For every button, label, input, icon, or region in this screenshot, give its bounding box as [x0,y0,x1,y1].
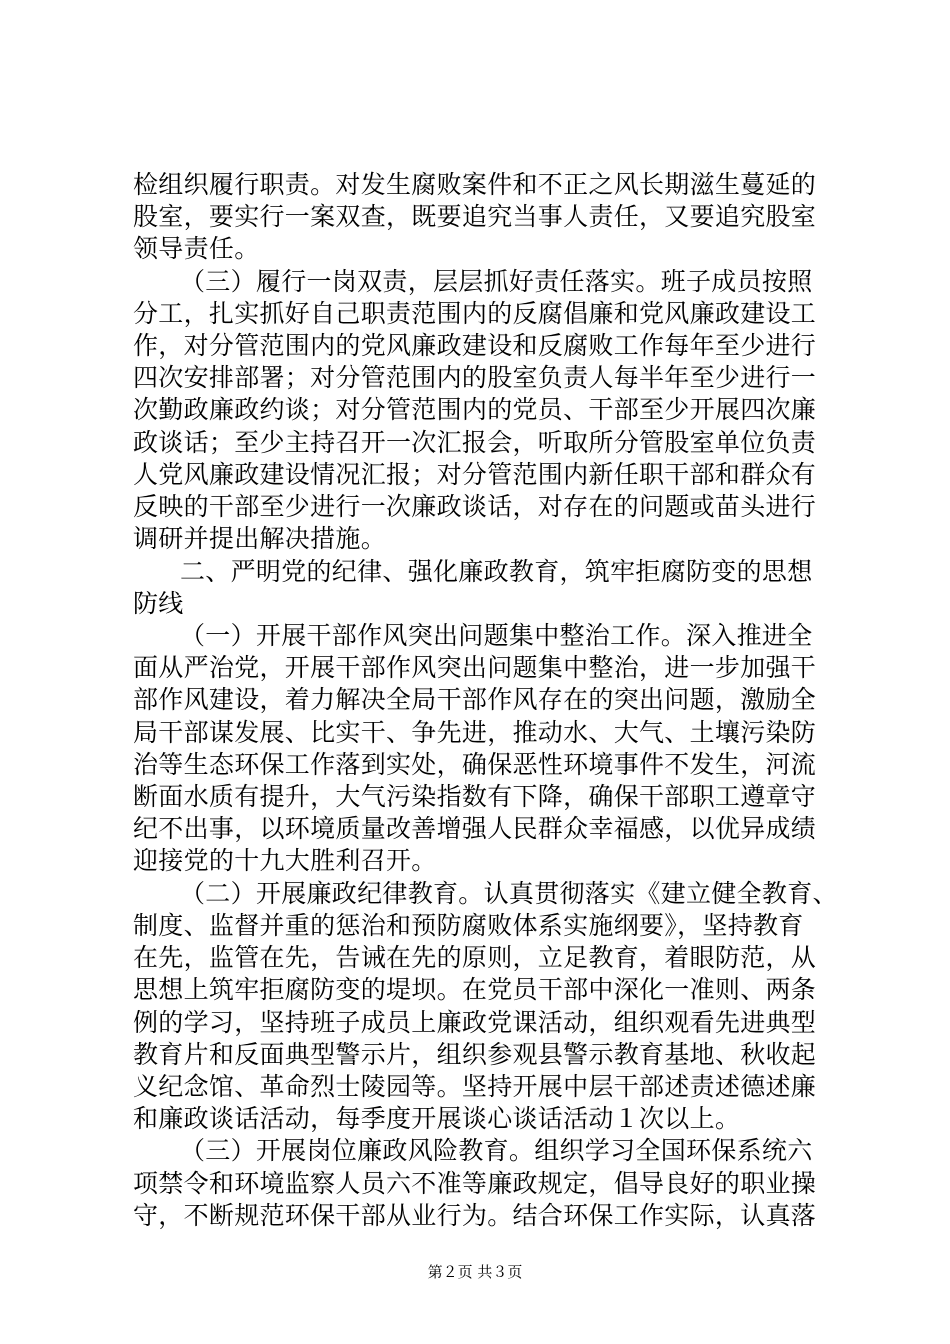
text-line-11: 反映的干部至少进行一次廉政谈话，对存在的问题或苗头进行 [133,492,817,521]
text-line-27: 例的学习，坚持班子成员上廉政党课活动，组织观看先进典型 [133,1008,817,1037]
text-line-26: 思想上筑牢拒腐防变的堤坝。在党员干部中深化一准则、两条 [133,975,817,1004]
text-line-31: （三）开展岗位廉政风险教育。组织学习全国环保系统六 [180,1136,813,1165]
section-heading-2: 二、严明党的纪律、强化廉政教育，筑牢拒腐防变的思想 [180,557,813,586]
text-line-33: 守，不断规范环保干部从业行为。结合环保工作实际，认真落 [133,1201,817,1230]
section-heading-2-cont: 防线 [133,589,184,618]
text-line-18: 局干部谋发展、比实干、争先进，推动水、大气、土壤污染防 [133,718,817,747]
text-line-4: （三）履行一岗双责，层层抓好责任落实。班子成员按照 [180,267,813,296]
text-line-9: 政谈话；至少主持召开一次汇报会，听取所分管股室单位负责 [133,428,817,457]
text-line-8: 次勤政廉政约谈；对分管范围内的党员、干部至少开展四次廉 [133,395,817,424]
text-line-21: 纪不出事，以环境质量改善增强人民群众幸福感，以优异成绩 [133,814,817,843]
text-line-32: 项禁令和环境监察人员六不准等廉政规定，倡导良好的职业操 [133,1169,817,1198]
text-line-1: 检组织履行职责。对发生腐败案件和不正之风长期滋生蔓延的 [133,170,817,199]
text-line-19: 治等生态环保工作落到实处，确保恶性环境事件不发生，河流 [133,750,817,779]
text-line-25: 在先，监管在先，告诫在先的原则，立足教育，着眼防范，从 [133,943,817,972]
text-line-30: 和廉政谈话活动，每季度开展谈心谈话活动１次以上。 [133,1104,741,1133]
text-line-12: 调研并提出解决措施。 [133,524,387,553]
page-number-footer: 第２页 共３页 [427,1263,523,1281]
text-line-7: 四次安排部署；对分管范围内的股室负责人每半年至少进行一 [133,363,817,392]
text-line-10: 人党风廉政建设情况汇报；对分管范围内新任职干部和群众有 [133,460,817,489]
text-line-28: 教育片和反面典型警示片，组织参观县警示教育基地、秋收起 [133,1040,817,1069]
text-line-17: 部作风建设，着力解决全局干部作风存在的突出问题，激励全 [133,685,817,714]
text-line-20: 断面水质有提升，大气污染指数有下降，确保干部职工遵章守 [133,782,817,811]
text-line-22: 迎接党的十九大胜利召开。 [133,846,437,875]
text-line-23: （二）开展廉政纪律教育。认真贯彻落实《建立健全教育、 [180,879,838,908]
text-line-24: 制度、监督并重的惩治和预防腐败体系实施纲要》，坚持教育 [133,911,804,940]
text-line-16: 面从严治党，开展干部作风突出问题集中整治，进一步加强干 [133,653,817,682]
text-line-15: （一）开展干部作风突出问题集中整治工作。深入推进全 [180,621,813,650]
text-line-29: 义纪念馆、革命烈士陵园等。坚持开展中层干部述责述德述廉 [133,1072,817,1101]
text-line-5: 分工，扎实抓好自己职责范围内的反腐倡廉和党风廉政建设工 [133,299,817,328]
text-line-3: 领导责任。 [133,234,260,263]
text-line-2: 股室，要实行一案双查，既要追究当事人责任，又要追究股室 [133,202,817,231]
text-line-6: 作，对分管范围内的党风廉政建设和反腐败工作每年至少进行 [133,331,817,360]
